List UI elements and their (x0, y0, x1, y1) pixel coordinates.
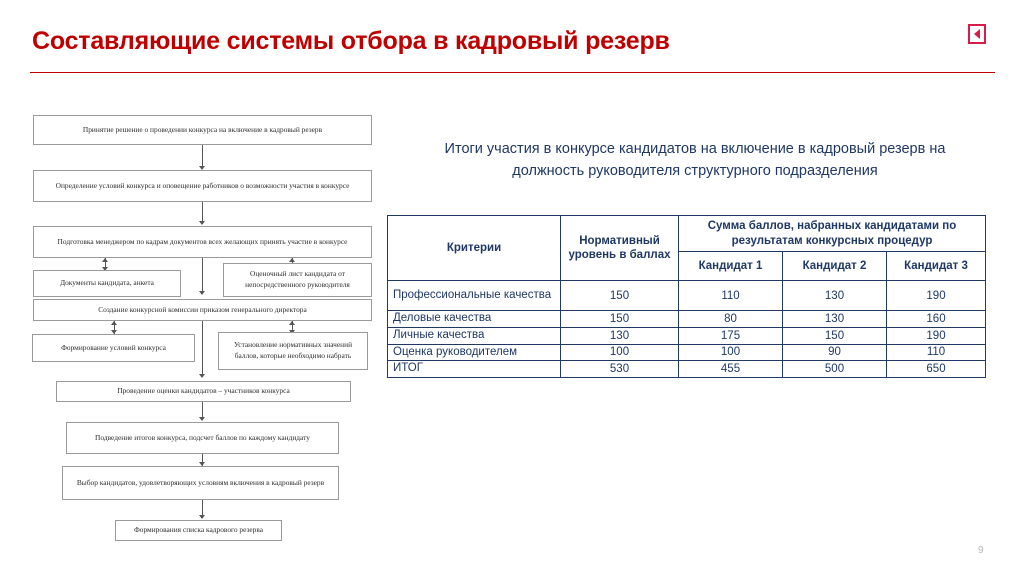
cell-norm: 100 (561, 344, 679, 361)
page-title: Составляющие системы отбора в кадровый резерв (32, 27, 670, 55)
header-normative-level: Нормативный уровень в баллах (561, 216, 679, 281)
flow-node-label: Определение условий конкурса и оповещение работников о возможности участия в конкурсе (55, 180, 350, 190)
table-row (388, 311, 986, 328)
table-row (388, 344, 986, 361)
flow-arrow-down (199, 515, 205, 519)
flow-node-label: Документы кандидата, анкета (60, 278, 154, 288)
cell-candidate-2: 150 (783, 327, 887, 344)
flow-arrow-up (102, 258, 108, 262)
cell-candidate-3: 190 (887, 327, 986, 344)
header-candidate-1: Кандидат 1 (679, 252, 783, 281)
flow-node-set-score-thresholds (218, 332, 368, 370)
header-candidate-scores-group: Сумма баллов, набранных кандидатами по результатам конкурсных процедур (679, 216, 986, 252)
flow-node-label: Оценочный лист кандидата от непосредственного руководителя (245, 269, 350, 289)
cell-candidate-1: 100 (679, 344, 783, 361)
cell-candidate-1: 455 (679, 361, 783, 378)
cell-candidate-2: 90 (783, 344, 887, 361)
flow-node-candidate-assessment (56, 381, 351, 402)
cell-candidate-1: 110 (679, 281, 783, 311)
flow-arrow-down (199, 221, 205, 225)
cell-criteria: Оценка руководителем (388, 344, 561, 361)
flow-node-decision-to-hold-contest (33, 115, 372, 145)
cell-criteria: Личные качества (388, 327, 561, 344)
cell-norm: 150 (561, 311, 679, 328)
flow-node-hr-document-preparation (33, 226, 372, 258)
cell-candidate-2: 130 (783, 311, 887, 328)
flow-node-candidate-documents (33, 270, 181, 297)
table-row-total (388, 361, 986, 378)
flow-arrow-up (289, 321, 295, 325)
results-caption: Итоги участия в конкурсе кандидатов на включение в кадровый резерв на должность руководителя структурного подразделения (444, 141, 946, 180)
table-header-row-1 (388, 216, 986, 252)
flow-connector (202, 321, 203, 376)
cell-candidate-1: 80 (679, 311, 783, 328)
cell-criteria: Деловые качества (388, 311, 561, 328)
flow-node-label: Принятие решение о проведении конкурса на включение в кадровый резерв (82, 124, 323, 134)
table-row (388, 327, 986, 344)
flow-arrow-up (111, 321, 117, 325)
header-candidate-3: Кандидат 3 (887, 252, 986, 281)
chevron-left-glyph (974, 29, 980, 39)
cell-candidate-3: 110 (887, 344, 986, 361)
cell-norm: 150 (561, 281, 679, 311)
flow-node-create-contest-commission (33, 299, 372, 321)
cell-criteria: Профессиональные качества (388, 281, 561, 311)
flow-node-contest-conditions-notice (33, 170, 372, 202)
flow-node-select-qualified-candidates (62, 466, 339, 500)
flow-node-label: Формирование условий конкурса (61, 342, 166, 352)
cell-candidate-1: 175 (679, 327, 783, 344)
flow-connector (202, 145, 203, 168)
flow-node-label: Формирования списка кадрового резерва (133, 525, 264, 535)
flow-arrow-up (289, 258, 295, 262)
header-criteria: Критерии (388, 216, 561, 281)
table-row (388, 281, 986, 311)
cell-candidate-3: 650 (887, 361, 986, 378)
flow-node-form-contest-conditions (32, 334, 195, 362)
flow-node-label: Проведение оценки кандидатов – участников конкурса (117, 386, 290, 396)
cell-norm: 130 (561, 327, 679, 344)
flow-node-label: Подготовка менеджером по кадрам документов всех желающих принять участие в конкурсе (57, 236, 348, 246)
cell-candidate-2: 130 (783, 281, 887, 311)
page-number: 9 (978, 545, 984, 556)
cell-criteria: ИТОГ (388, 361, 561, 378)
flow-node-label: Выбор кандидатов, удовлетворяющих условиям включения в кадровый резерв (76, 477, 325, 487)
results-table (387, 215, 986, 378)
flow-node-form-reserve-list (115, 520, 282, 541)
flow-node-summarize-results (66, 422, 339, 454)
header-candidate-2: Кандидат 2 (783, 252, 887, 281)
flow-connector (202, 258, 203, 293)
cell-candidate-2: 500 (783, 361, 887, 378)
chevron-left-icon[interactable] (968, 24, 986, 44)
cell-norm: 530 (561, 361, 679, 378)
flow-node-manager-evaluation-sheet (223, 263, 372, 297)
flow-arrow-down (199, 374, 205, 378)
flow-arrow-down (199, 291, 205, 295)
flow-arrow-down (199, 417, 205, 421)
flow-node-label: Создание конкурсной комиссии приказом генерального директора (98, 304, 307, 314)
flow-node-label: Подведение итогов конкурса, подсчет баллов по каждому кандидату (95, 432, 310, 442)
cell-candidate-3: 160 (887, 311, 986, 328)
flow-node-label: Установление нормативных значений баллов, которые необходимо набрать (233, 340, 353, 360)
selection-process-flowchart (0, 0, 400, 574)
cell-candidate-3: 190 (887, 281, 986, 311)
